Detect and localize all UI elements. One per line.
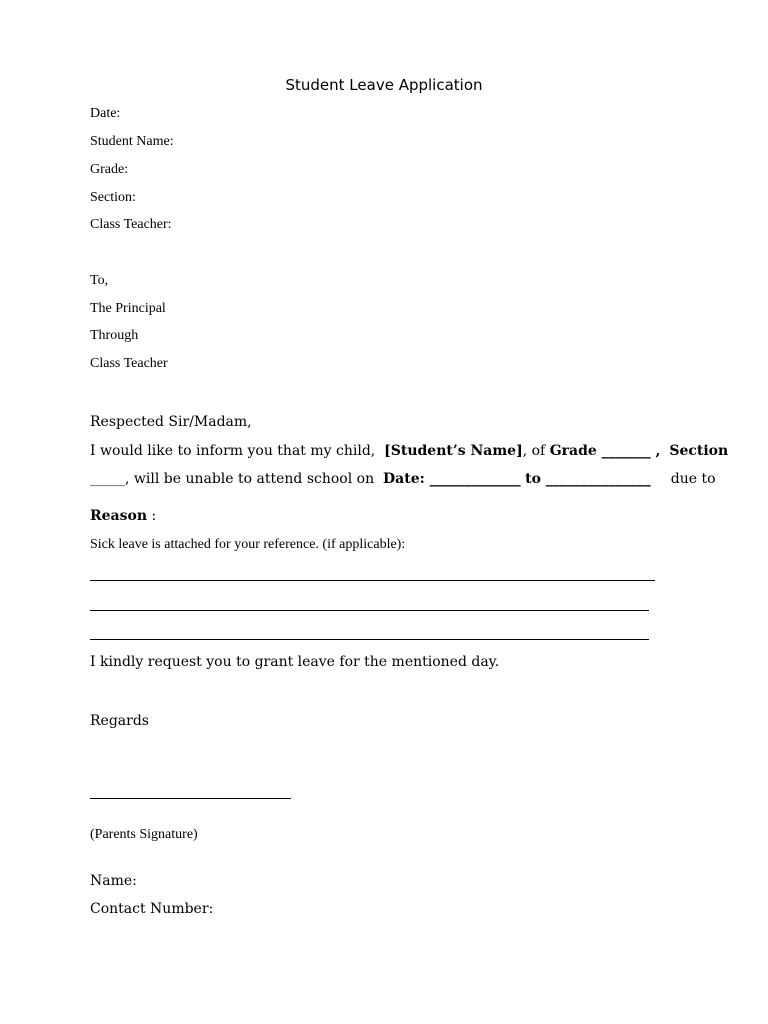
reason-label: Reason: [90, 508, 148, 524]
class-teacher-field-label: Class Teacher:: [90, 217, 172, 232]
student-name-field-label: Student Name:: [90, 134, 174, 149]
date-to-blank: to _______________: [525, 471, 651, 487]
section-label: Section: [669, 443, 729, 459]
address-principal: The Principal: [90, 301, 166, 316]
body-line-1: [90, 443, 728, 459]
address-class-teacher: Class Teacher: [90, 356, 168, 371]
date-from-blank: Date: _____________: [383, 471, 521, 487]
body-unable-text: , will be unable to attend school on: [125, 471, 375, 487]
name-label: Name:: [90, 873, 137, 889]
reason-fill-line-3: [90, 639, 649, 640]
request-text: I kindly request you to grant leave for the mentioned day.: [90, 654, 500, 670]
section-blank: _____: [90, 471, 125, 487]
reason-fill-line-2: [90, 610, 649, 611]
address-to: To,: [90, 273, 109, 288]
parents-signature-label: (Parents Signature): [90, 827, 198, 842]
date-field-label: Date:: [90, 106, 121, 121]
grade-blank: Grade _______ ,: [549, 443, 661, 459]
document-title: Student Leave Application: [285, 76, 483, 94]
body-of-text: , of: [522, 443, 546, 459]
body-line-2: [90, 471, 716, 487]
reason-colon: :: [147, 508, 157, 524]
student-name-placeholder: [Student’s Name]: [384, 443, 523, 459]
signature-line: [90, 798, 291, 799]
grade-field-label: Grade:: [90, 162, 129, 177]
body-intro-text: I would like to inform you that my child,: [90, 443, 376, 459]
contact-number-label: Contact Number:: [90, 901, 214, 917]
regards-text: Regards: [90, 713, 149, 729]
section-field-label: Section:: [90, 190, 136, 205]
reason-fill-line-1: [90, 580, 655, 581]
reason-row: [90, 508, 156, 524]
address-through: Through: [90, 328, 139, 343]
salutation: Respected Sir/Madam,: [90, 414, 252, 430]
sick-leave-note: Sick leave is attached for your reference. (if applicable):: [90, 537, 406, 552]
due-to-text: due to: [670, 471, 716, 487]
